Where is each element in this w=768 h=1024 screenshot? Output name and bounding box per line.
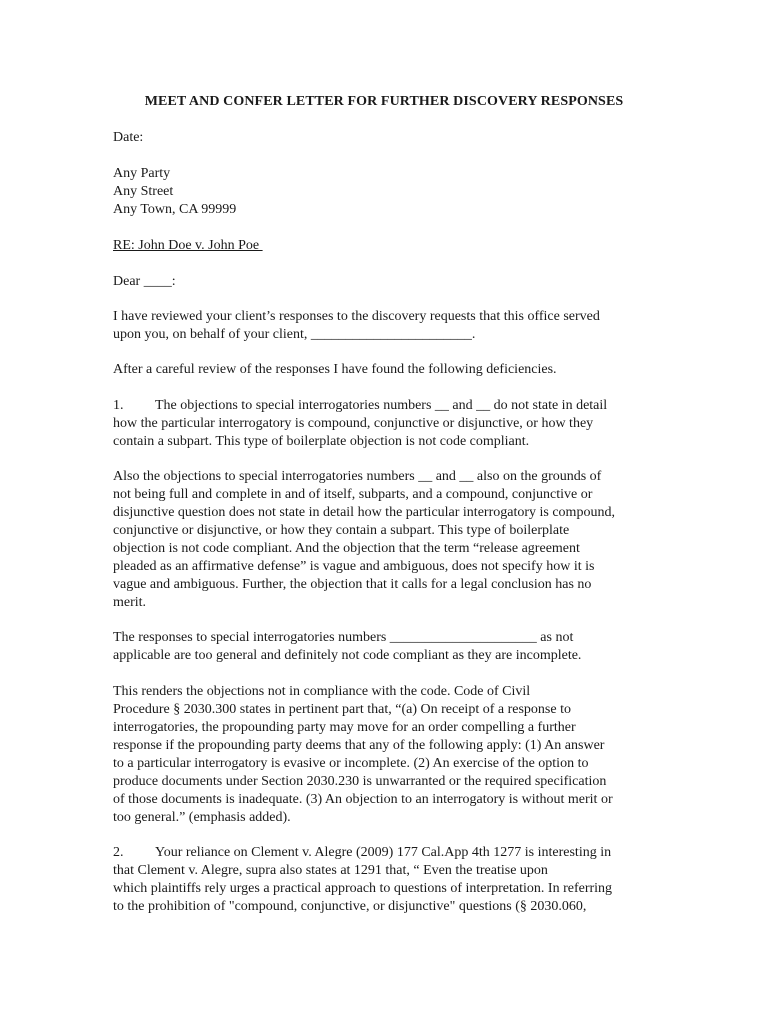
also-line: disjunctive question does not state in detail how the particular interrogatory is compound,	[113, 505, 615, 520]
item2-text: Your reliance on Clement v. Alegre (2009) 177 Cal.App 4th 1277 is interesting in	[155, 845, 612, 860]
address-city: Any Town, CA 99999	[113, 202, 237, 217]
responses-line: The responses to special interrogatories numbers _____________________ as not	[113, 630, 574, 645]
item2-line: which plaintiffs rely urges a practical approach to questions of interpretation. In referring	[113, 881, 613, 896]
item1-line: contain a subpart. This type of boilerplate objection is not code compliant.	[113, 434, 530, 449]
address-name: Any Party	[113, 166, 171, 181]
renders-line: of those documents is inadequate. (3) An objection to an interrogatory is without merit or	[113, 792, 613, 807]
re-line: RE: John Doe v. John Poe	[113, 238, 263, 253]
renders-line: to a particular interrogatory is evasive or incomplete. (2) An exercise of the option to	[113, 756, 589, 771]
item1-number: 1.	[113, 398, 124, 413]
address-street: Any Street	[113, 184, 174, 199]
renders-line: interrogatories, the propounding party may move for an order compelling a further	[113, 720, 576, 735]
item1-text: The objections to special interrogatories numbers __ and __ do not state in detail	[155, 398, 608, 413]
also-line: pleaded as an affirmative defense” is vague and ambiguous, does not specify how it is	[113, 559, 595, 574]
renders-line: too general.” (emphasis added).	[113, 810, 291, 825]
item2-line	[113, 844, 611, 862]
intro-line: I have reviewed your client’s responses to the discovery requests that this office served	[113, 309, 600, 324]
item2-line: to the prohibition of "compound, conjunctive, or disjunctive" questions (§ 2030.060,	[113, 899, 587, 914]
also-line: objection is not code compliant. And the objection that the term “release agreement	[113, 541, 580, 556]
intro-line: upon you, on behalf of your client, _______________________.	[113, 327, 476, 342]
renders-line: produce documents under Section 2030.230 is unwarranted or the required specification	[113, 774, 607, 789]
also-line: not being full and complete in and of itself, subparts, and a compound, conjunctive or	[113, 487, 593, 502]
also-line: vague and ambiguous. Further, the objection that it calls for a legal conclusion has no	[113, 577, 592, 592]
also-line: merit.	[113, 595, 147, 610]
renders-line: response if the propounding party deems that any of the following apply: (1) An answer	[113, 738, 605, 753]
also-line: Also the objections to special interrogatories numbers __ and __ also on the grounds of	[113, 469, 602, 484]
review-line: After a careful review of the responses I have found the following deficiencies.	[113, 362, 557, 377]
date-label: Date:	[113, 130, 144, 145]
renders-line: This renders the objections not in compliance with the code. Code of Civil	[113, 684, 531, 699]
item1-line	[113, 397, 607, 415]
salutation: Dear ____:	[113, 274, 176, 289]
item1-line: how the particular interrogatory is compound, conjunctive or disjunctive, or how they	[113, 416, 594, 431]
item2-number: 2.	[113, 845, 124, 860]
also-line: conjunctive or disjunctive, or how they contain a subpart. This type of boilerplate	[113, 523, 570, 538]
item2-line: that Clement v. Alegre, supra also states at 1291 that, “ Even the treatise upon	[113, 863, 548, 878]
document-title: MEET AND CONFER LETTER FOR FURTHER DISCOVERY RESPONSES	[144, 94, 624, 109]
renders-line: Procedure § 2030.300 states in pertinent part that, “(a) On receipt of a response to	[113, 702, 571, 717]
responses-line: applicable are too general and definitely not code compliant as they are incomplete.	[113, 648, 582, 663]
